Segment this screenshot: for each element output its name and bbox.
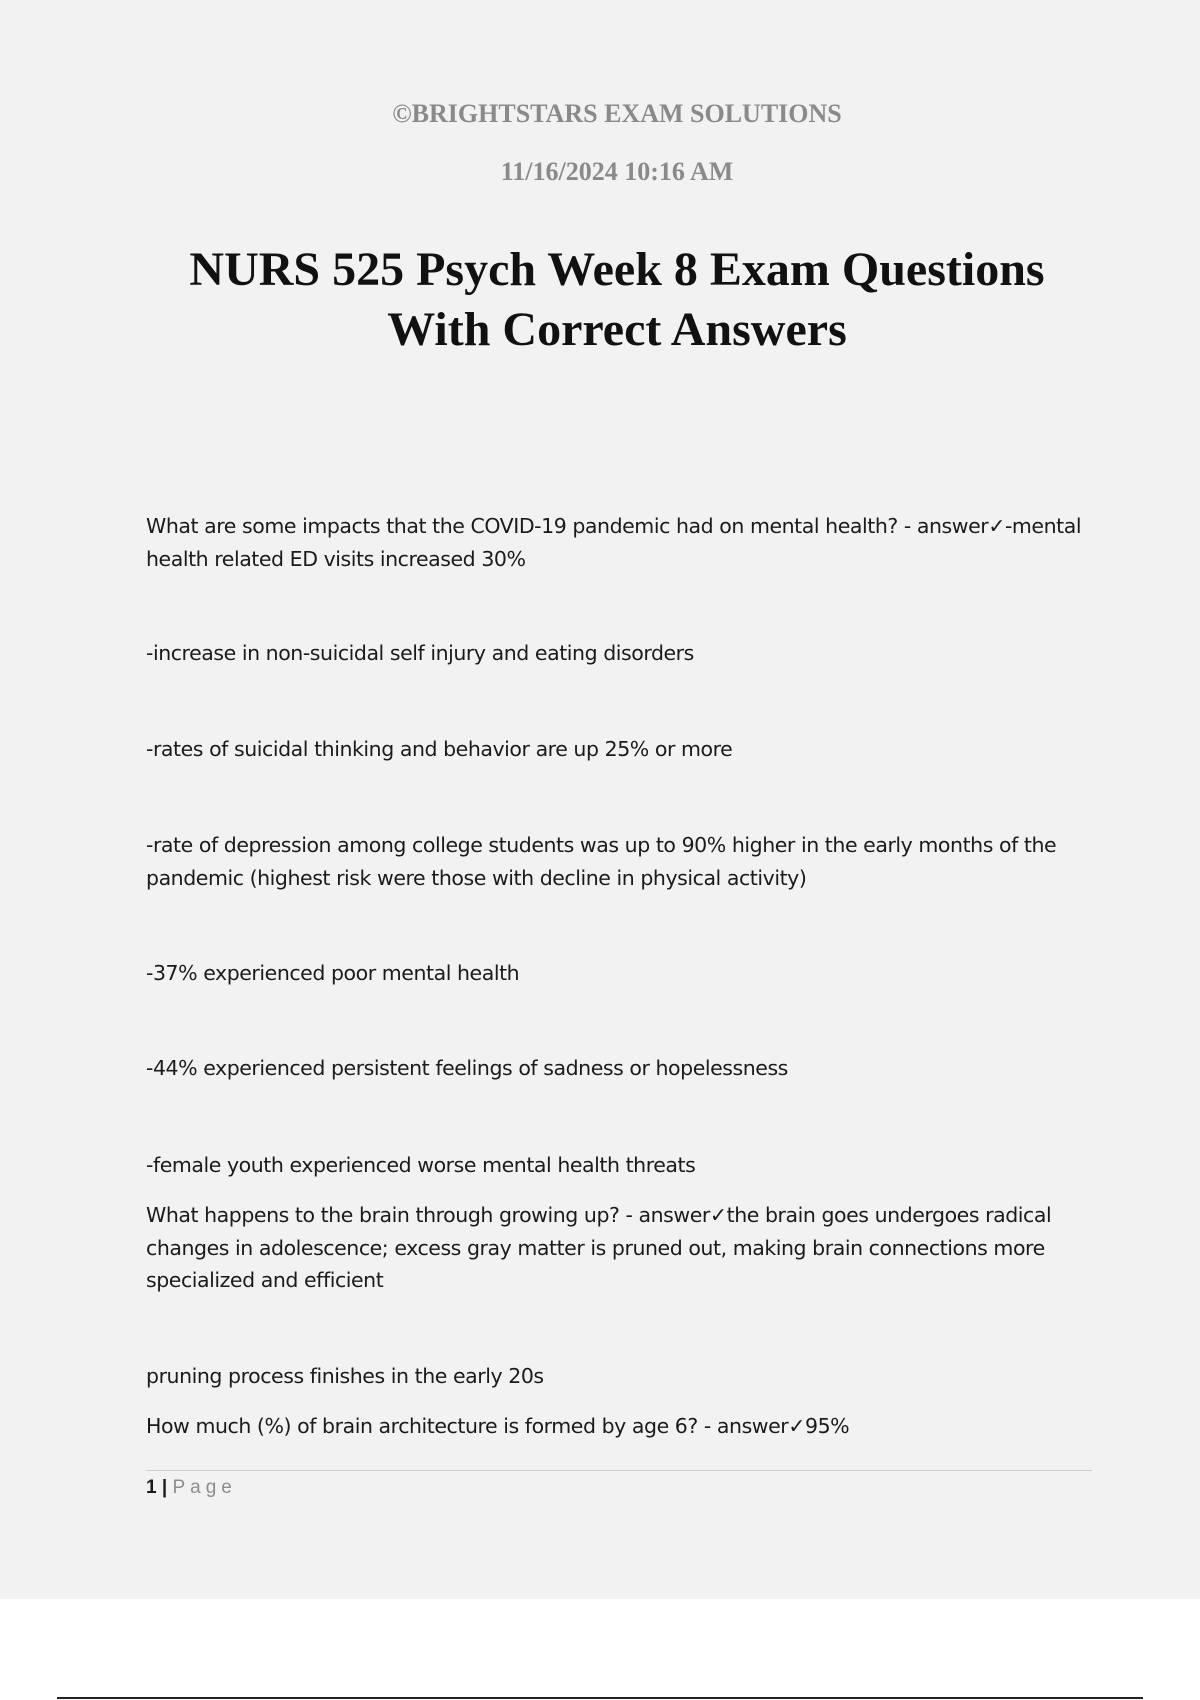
question-1: [146, 510, 1096, 575]
q1-point-3: -rate of depression among college students was up to 90% higher in the early months of the pandemic (highest risk were those with decline in physical activity): [146, 833, 1057, 890]
q1-point-4: -37% experienced poor mental health: [146, 961, 520, 985]
question-2-text: What happens to the brain through growing up? - answer: [146, 1203, 710, 1227]
header-datetime: 11/16/2024 10:16 AM: [500, 157, 734, 186]
checkmark-icon: ✓: [709, 1203, 727, 1227]
document-title: [0, 240, 1200, 360]
bottom-divider: [57, 1697, 1143, 1699]
question-3-text: How much (%) of brain architecture is formed by age 6? - answer: [146, 1414, 789, 1438]
checkmark-icon: ✓: [788, 1414, 805, 1438]
title-line-1: NURS 525 Psych Week 8 Exam Questions: [189, 243, 1045, 296]
title-line-2: With Correct Answers: [387, 303, 847, 356]
footer-divider: [146, 1470, 1092, 1471]
page-word: Page: [172, 1477, 237, 1498]
question-2: [146, 1199, 1096, 1297]
footer-separator: |: [161, 1477, 168, 1498]
checkmark-icon: ✓: [988, 514, 1005, 538]
q1-point-1: -increase in non-suicidal self injury and eating disorders: [146, 641, 694, 665]
question-2-answer: the brain goes undergoes radical changes in adolescence; excess gray matter is pruned out, making brain connections more specialized and efficient: [146, 1203, 1052, 1292]
question-1-answer: -mental health related ED visits increased 30%: [146, 514, 1082, 571]
q1-point-5: -44% experienced persistent feelings of sadness or hopelessness: [146, 1056, 788, 1080]
question-1-text: What are some impacts that the COVID-19 pandemic had on mental health? - answer: [146, 514, 989, 538]
q1-point-6: -female youth experienced worse mental health threats: [146, 1153, 696, 1177]
page-footer: [146, 1474, 237, 1502]
header-copyright: ©BRIGHTSTARS EXAM SOLUTIONS: [392, 99, 842, 128]
question-3: [146, 1410, 1096, 1443]
page-number: 1: [146, 1477, 157, 1498]
q1-point-2: -rates of suicidal thinking and behavior are up 25% or more: [146, 737, 733, 761]
q2-extra: pruning process finishes in the early 20s: [146, 1364, 544, 1388]
question-3-answer: 95%: [805, 1414, 850, 1438]
